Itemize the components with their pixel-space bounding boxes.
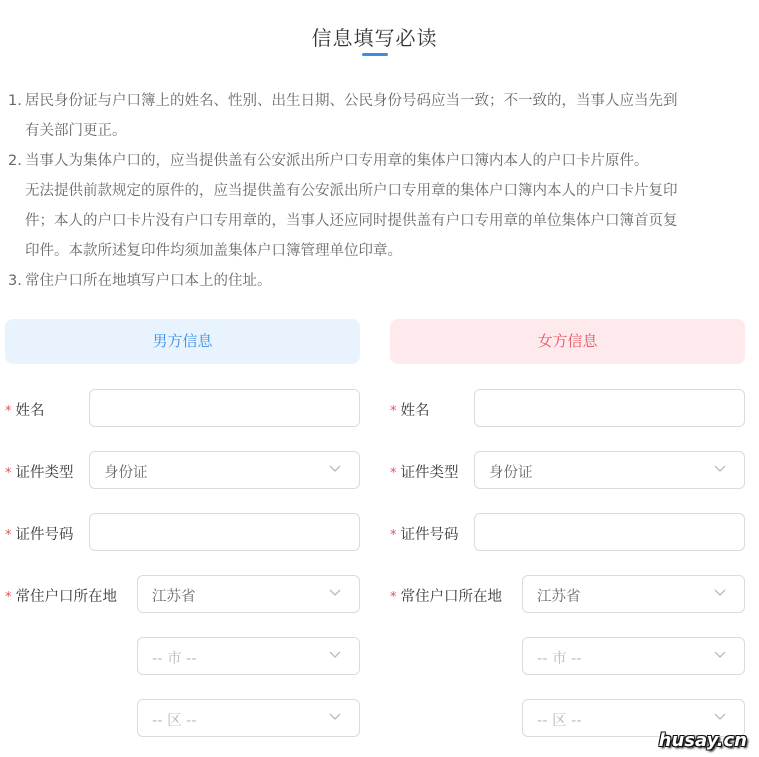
instruction-line: 印件。本款所述复印件均须加盖集体户口簿管理单位印章。 [25, 243, 402, 259]
instruction-line: 无法提供前款规定的原件的，应当提供盖有公安派出所户口专用章的集体户口簿内本人的户口卡片复印 [25, 183, 678, 199]
required-mark: * [390, 466, 397, 481]
male-residence-label [5, 585, 117, 606]
instruction-item-1 [8, 86, 748, 146]
female-city-select[interactable] [522, 637, 745, 675]
instruction-number: 2. [8, 153, 22, 169]
female-name-input[interactable] [474, 389, 745, 427]
male-id-number-label [5, 523, 74, 544]
selected-value: 身份证 [489, 465, 533, 481]
male-id-type-label [5, 461, 74, 482]
required-mark: * [5, 590, 12, 605]
male-province-select[interactable] [137, 575, 360, 613]
male-id-type-select[interactable] [89, 451, 360, 489]
instruction-line: 有关部门更正。 [25, 123, 127, 139]
instruction-line: 当事人为集体户口的，应当提供盖有公安派出所户口专用章的集体户口簿内本人的户口卡片原件。 [25, 153, 649, 169]
selected-value: 江苏省 [537, 589, 581, 605]
female-id-type-label [390, 461, 459, 482]
male-id-number-input[interactable] [89, 513, 360, 551]
male-district-select[interactable] [137, 699, 360, 737]
male-name-input[interactable] [89, 389, 360, 427]
male-info-header: 男方信息 [5, 319, 360, 364]
male-city-select[interactable] [137, 637, 360, 675]
label-text: 证件号码 [400, 527, 459, 543]
required-mark: * [390, 528, 397, 543]
required-mark: * [5, 404, 12, 419]
instruction-number: 3. [8, 273, 22, 289]
label-text: 姓名 [15, 403, 45, 419]
required-mark: * [5, 528, 12, 543]
chevron-down-icon [714, 589, 726, 597]
instruction-number: 1. [8, 93, 22, 109]
instruction-line: 件；本人的户口卡片没有户口专用章的，当事人还应同时提供盖有户口专用章的单位集体户口簿首页复 [25, 213, 678, 229]
chevron-down-icon [329, 589, 341, 597]
chevron-down-icon [714, 465, 726, 473]
selected-value: 身份证 [104, 465, 148, 481]
female-province-select[interactable] [522, 575, 745, 613]
placeholder-text: -- 区 -- [152, 713, 197, 729]
label-text: 常住户口所在地 [400, 589, 502, 605]
required-mark: * [390, 404, 397, 419]
instruction-item-3 [8, 266, 748, 296]
female-id-number-input[interactable] [474, 513, 745, 551]
placeholder-text: -- 区 -- [537, 713, 582, 729]
watermark: husay.cn [658, 730, 747, 751]
placeholder-text: -- 市 -- [152, 651, 197, 667]
male-name-label [5, 399, 45, 420]
label-text: 证件类型 [400, 465, 459, 481]
label-text: 姓名 [400, 403, 430, 419]
placeholder-text: -- 市 -- [537, 651, 582, 667]
instructions-list [8, 86, 748, 296]
chevron-down-icon [329, 465, 341, 473]
female-residence-label [390, 585, 502, 606]
instruction-line: 常住户口所在地填写户口本上的住址。 [25, 273, 272, 289]
required-mark: * [5, 466, 12, 481]
female-name-label [390, 399, 430, 420]
label-text: 证件号码 [15, 527, 74, 543]
chevron-down-icon [714, 713, 726, 721]
label-text: 常住户口所在地 [15, 589, 117, 605]
label-text: 证件类型 [15, 465, 74, 481]
female-id-number-label [390, 523, 459, 544]
selected-value: 江苏省 [152, 589, 196, 605]
chevron-down-icon [714, 651, 726, 659]
page-title: 信息填写必读 [311, 26, 438, 50]
instruction-line: 居民身份证与户口簿上的姓名、性别、出生日期、公民身份号码应当一致；不一致的，当事人应当先到 [25, 93, 678, 109]
chevron-down-icon [329, 651, 341, 659]
title-underline [362, 53, 388, 56]
instruction-item-2 [8, 146, 748, 266]
female-info-header: 女方信息 [390, 319, 745, 364]
chevron-down-icon [329, 713, 341, 721]
female-id-type-select[interactable] [474, 451, 745, 489]
required-mark: * [390, 590, 397, 605]
